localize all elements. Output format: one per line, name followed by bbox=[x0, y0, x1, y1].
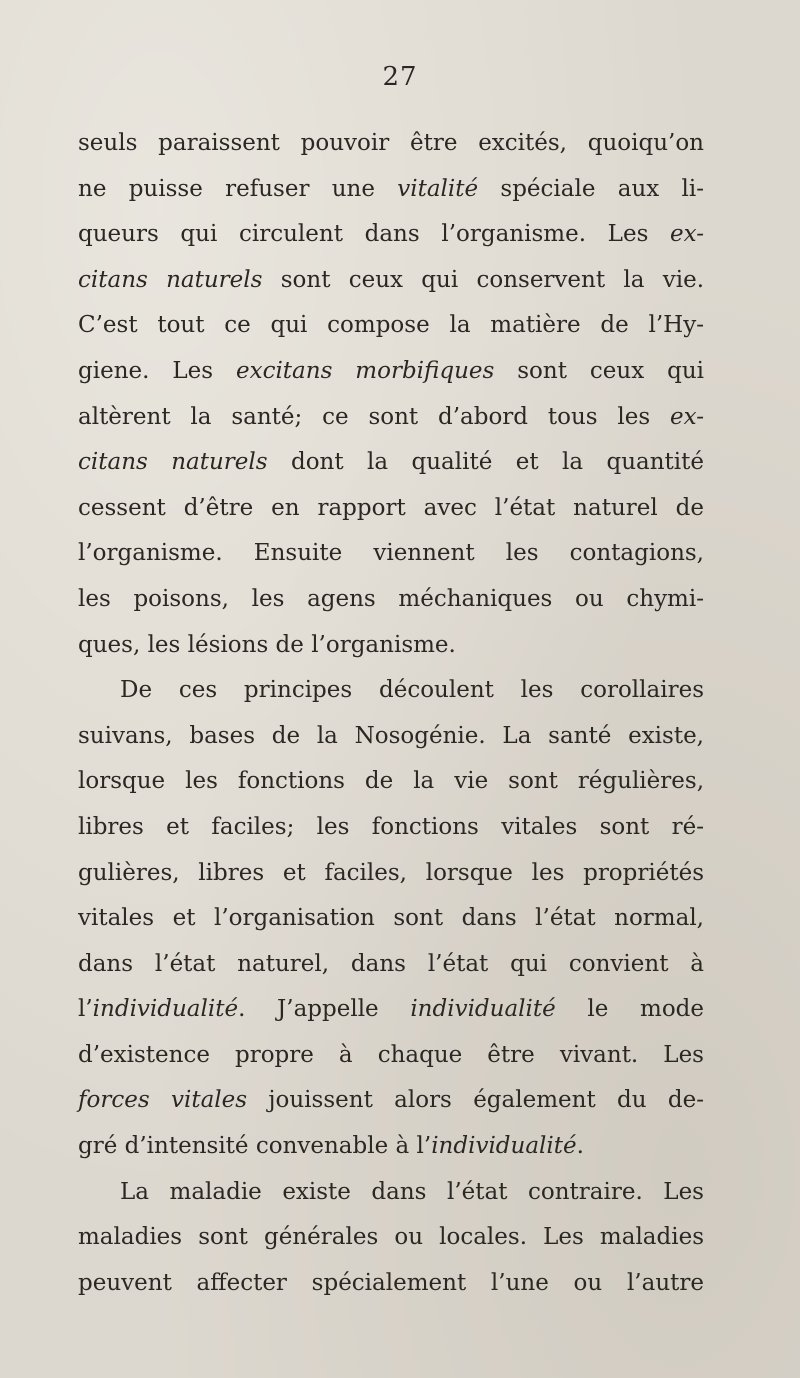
text-segment: les poisons, les agens méchaniques ou chymi- bbox=[78, 585, 704, 612]
text-segment: De ces principes découlent les corollaires bbox=[120, 677, 704, 704]
text-segment: l’ bbox=[78, 996, 93, 1023]
text-line bbox=[78, 1261, 704, 1307]
italic-text: individualité bbox=[410, 996, 556, 1023]
text-line bbox=[78, 851, 704, 897]
text-line bbox=[78, 759, 704, 805]
text-segment: La maladie existe dans l’état contraire. Les bbox=[120, 1178, 704, 1205]
text-segment: maladies sont générales ou locales. Les maladies bbox=[78, 1224, 704, 1251]
text-line bbox=[78, 212, 704, 258]
text-segment: suivans, bases de la Nosogénie. La santé existe, bbox=[78, 722, 704, 749]
text-segment: le mode bbox=[555, 996, 704, 1023]
text-line bbox=[78, 577, 704, 623]
text-segment: l’organisme. Ensuite viennent les contagions, bbox=[78, 540, 704, 567]
text-segment: gulières, libres et faciles, lorsque les propriétés bbox=[78, 859, 704, 886]
italic-text: forces vitales bbox=[78, 1087, 248, 1114]
text-segment: cessent d’être en rapport avec l’état naturel de bbox=[78, 494, 704, 521]
italic-text: ex- bbox=[670, 221, 704, 248]
page-number: 27 bbox=[382, 62, 418, 92]
text-line bbox=[78, 805, 704, 851]
text-segment: spéciale aux li- bbox=[478, 175, 705, 202]
text-segment: lorsque les fonctions de la vie sont régulières, bbox=[78, 768, 704, 795]
text-segment: queurs qui circulent dans l’organisme. Les bbox=[78, 221, 671, 248]
text-segment: dont la qualité et la quantité bbox=[267, 449, 705, 476]
text-line bbox=[78, 121, 704, 167]
text-line bbox=[78, 531, 704, 577]
text-line bbox=[78, 167, 704, 213]
text-line bbox=[78, 395, 704, 441]
italic-text: excitans morbifiques bbox=[235, 357, 495, 384]
text-segment: d’existence propre à chaque être vivant. Les bbox=[78, 1041, 704, 1068]
text-line bbox=[78, 896, 704, 942]
text-line bbox=[78, 258, 704, 304]
text-line bbox=[78, 942, 704, 988]
text-segment: gré d’intensité convenable à l’ bbox=[78, 1133, 432, 1160]
text-line bbox=[78, 623, 704, 669]
text-segment: ne puisse refuser une bbox=[78, 175, 398, 202]
text-line bbox=[78, 349, 704, 395]
text-line bbox=[78, 668, 704, 714]
italic-text: vitalité bbox=[397, 175, 479, 202]
text-segment: . bbox=[576, 1133, 584, 1160]
italic-text: individualité bbox=[431, 1133, 577, 1160]
italic-text: citans naturels bbox=[78, 266, 263, 293]
italic-text: citans naturels bbox=[78, 449, 268, 476]
text-line bbox=[78, 714, 704, 760]
text-segment: altèrent la santé; ce sont d’abord tous les bbox=[78, 403, 671, 430]
body-text bbox=[78, 121, 704, 1306]
text-segment: . J’appelle bbox=[238, 996, 411, 1023]
text-line bbox=[78, 1078, 704, 1124]
text-line bbox=[78, 303, 704, 349]
text-segment: libres et faciles; les fonctions vitales sont ré- bbox=[78, 813, 704, 840]
text-line bbox=[78, 440, 704, 486]
text-line bbox=[78, 987, 704, 1033]
text-segment: sont ceux qui conservent la vie. bbox=[262, 266, 704, 293]
italic-text: ex- bbox=[670, 403, 704, 430]
text-line bbox=[78, 1215, 704, 1261]
text-line bbox=[78, 1124, 704, 1170]
text-segment: seuls paraissent pouvoir être excités, quoiqu’on bbox=[78, 130, 704, 156]
text-segment: peuvent affecter spécialement l’une ou l’autre bbox=[78, 1269, 704, 1296]
text-segment: vitales et l’organisation sont dans l’état normal, bbox=[78, 905, 704, 932]
text-segment: ques, les lésions de l’organisme. bbox=[78, 631, 456, 658]
text-segment: jouissent alors également du de- bbox=[247, 1087, 704, 1114]
italic-text: individualité bbox=[92, 996, 239, 1023]
text-segment: sont ceux qui bbox=[494, 357, 704, 384]
text-line bbox=[78, 1033, 704, 1079]
text-segment: giene. Les bbox=[78, 357, 236, 384]
text-line bbox=[78, 1170, 704, 1216]
text-line bbox=[78, 486, 704, 532]
text-segment: dans l’état naturel, dans l’état qui convient à bbox=[78, 950, 704, 977]
text-segment: C’est tout ce qui compose la matière de l’Hy- bbox=[78, 312, 704, 339]
